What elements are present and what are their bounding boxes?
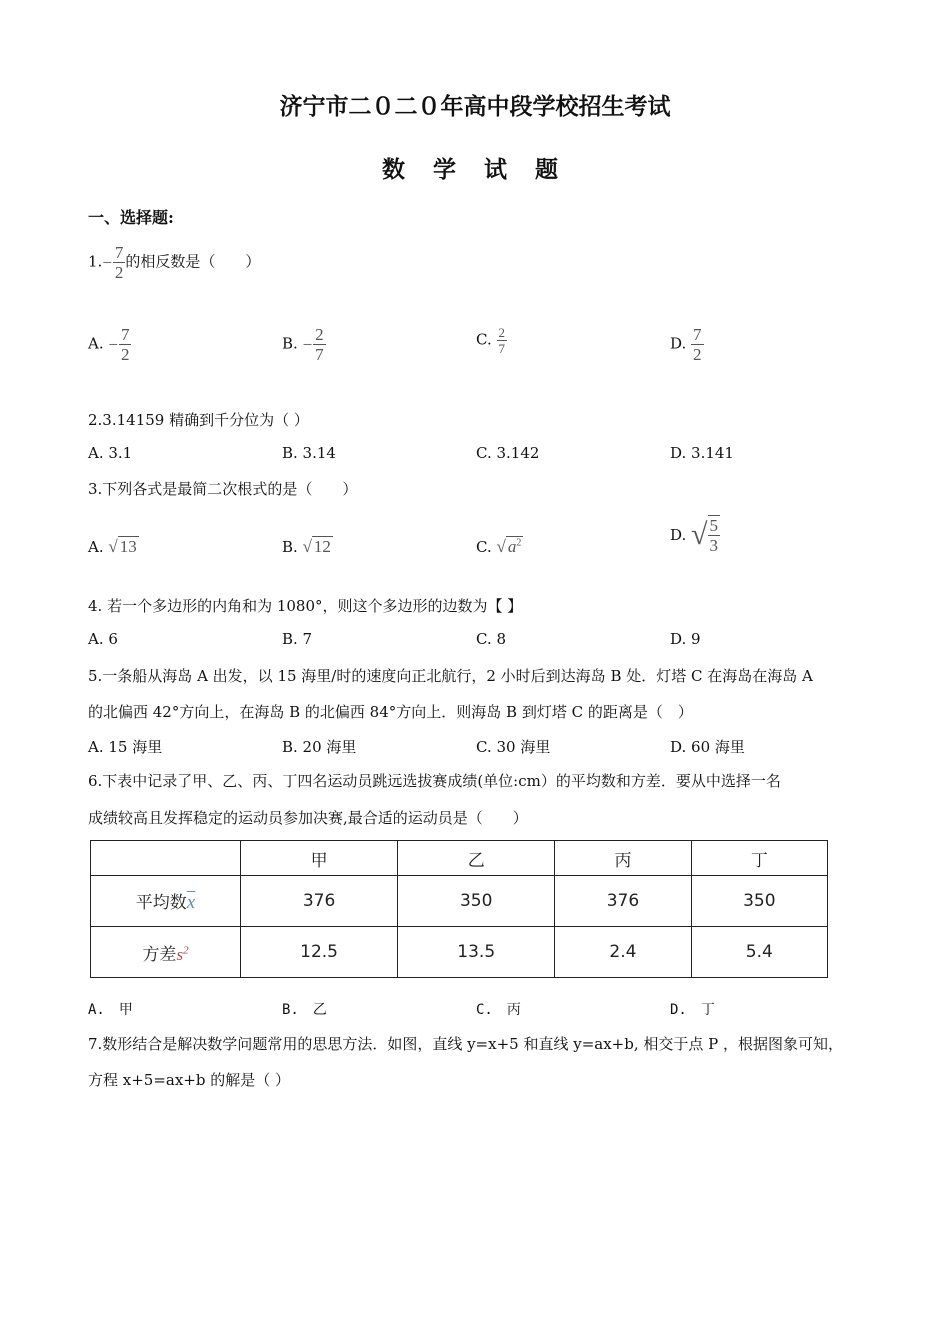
question-text: 的相反数是（ ） [125,252,261,271]
option-b[interactable]: B. 7 [282,630,313,648]
table-cell: 376 [555,876,691,927]
sqrt-icon: √ [496,537,506,556]
option-b[interactable]: B. √ 12 [282,537,331,556]
option-d[interactable]: D. 丁 [670,1002,715,1018]
option-a[interactable]: A. 3.1 [88,444,133,462]
table-header-cell: 甲 [241,841,398,876]
question-7-line-1: 7.数形结合是解决数学问题常用的思思方法．如图，直线 y=x+5 和直线 y=ax+b, 相交于点 P ，根据图象可知， [88,1035,844,1053]
table-row [91,927,828,978]
table-cell: 350 [398,876,555,927]
sqrt-icon: √ [691,518,708,551]
option-c[interactable]: C. 30 海里 [476,738,551,756]
exam-subtitle: 数 学 试 题 [381,156,569,183]
question-6-line-2: 成绩较高且发挥稳定的运动员参加决赛,最合适的运动员是（ ） [88,809,528,827]
table-header-cell: 丙 [555,841,691,876]
option-b[interactable]: B. 20 海里 [282,738,357,756]
option-d[interactable]: D. √ $\frac{5}{3}$ [670,516,719,555]
table-cell: 376 [241,876,398,927]
question-number: 1. [88,252,103,271]
table-cell: 350 [691,876,827,927]
question-5-line-1: 5.一条船从海岛 A 出发，以 15 海里/时的速度向正北航行，2 小时后到达海岛 B 处．灯塔 C 在海岛在海岛 A [88,667,813,685]
option-d[interactable]: D. $\frac{7}{2}$ [670,325,702,364]
option-d[interactable]: D. 60 海里 [670,738,745,756]
table-cell: 12.5 [241,927,398,978]
table-row [91,876,828,927]
option-d[interactable]: D. 3.141 [670,444,734,462]
table-cell: 2.4 [555,927,691,978]
option-b[interactable]: B. 乙 [282,1002,327,1018]
option-b[interactable]: B. − $\frac{2}{7}$ [282,325,324,364]
question-7-line-2: 方程 x+5=ax+b 的解是（ ） [88,1071,291,1089]
exam-title: 济宁市二０二０年高中段学校招生考试 [279,93,671,120]
option-a[interactable]: A. 甲 [88,1002,133,1018]
option-c[interactable]: C. 8 [476,630,507,648]
row-label: 平均数$\overline{x}$ [91,876,241,927]
question-1 [88,243,260,282]
option-a[interactable]: A. 15 海里 [88,738,163,756]
question-5-line-2: 的北偏西 42°方向上，在海岛 B 的北偏西 84°方向上．则海岛 B 到灯塔 C 的距离是（ ） [88,703,693,721]
sqrt-icon: √ [108,537,118,556]
table-header-cell: 乙 [398,841,555,876]
option-c[interactable]: C. $\frac{2}{7}$ [476,325,505,356]
question-2: 2.3.14159 精确到千分位为（ ） [88,411,309,429]
fraction: $\frac{7}{2}$ [114,243,124,282]
x-bar-symbol: $\overline{x}$ [186,892,196,913]
option-a[interactable]: A. √ 13 [88,537,137,556]
option-c[interactable]: C. 丙 [476,1002,521,1018]
option-a[interactable]: A. 6 [88,630,118,648]
question-3: 3.下列各式是最简二次根式的是（ ） [88,480,358,498]
question-6-line-1: 6.下表中记录了甲、乙、丙、丁四名运动员跳远选拔赛成绩(单位:cm）的平均数和方差．要从中选择一名 [88,772,781,790]
option-b[interactable]: B. 3.14 [282,444,336,462]
section-heading: 一、选择题: [88,208,174,227]
table-header-row [91,841,828,876]
table-header-cell: 丁 [691,841,827,876]
table-cell: 5.4 [691,927,827,978]
option-c[interactable]: C. 3.142 [476,444,540,462]
table-cell: 13.5 [398,927,555,978]
row-label: 方差$s^2$ [91,927,241,978]
option-d[interactable]: D. 9 [670,630,701,648]
option-c[interactable]: C. √ $a^2$ [476,537,522,556]
sqrt-icon: √ [302,537,312,556]
option-a[interactable]: A. − $\frac{7}{2}$ [88,325,130,364]
results-table [90,840,828,978]
minus-sign: − [102,252,112,272]
question-4: 4. 若一个多边形的内角和为 1080°，则这个多边形的边数为【 】 [88,597,523,615]
s-squared-symbol: $s^2$ [176,943,189,964]
